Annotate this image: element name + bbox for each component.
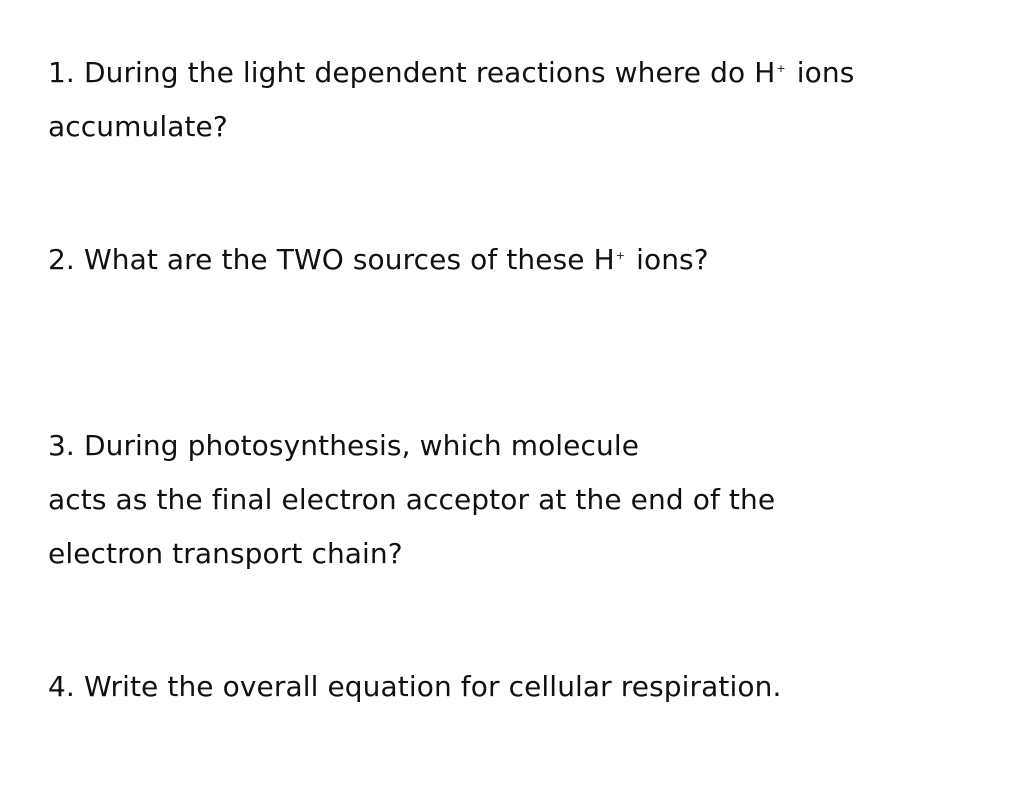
question-3 [48,419,968,581]
question-3-line-1 [48,419,968,473]
question-number: 3. [48,429,75,462]
question-4-line-1 [48,660,968,714]
question-3-line-3: electron transport chain? [48,537,403,570]
question-3-line-2: acts as the final electron acceptor at the end of the [48,483,776,516]
question-text: Write the overall equation for cellular respiration. [83,670,782,703]
superscript-plus: + [615,249,626,262]
question-number: 4. [48,670,75,703]
question-text: ions [796,56,855,89]
question-number: 2. [48,243,75,276]
question-1-line-2: accumulate? [48,110,228,143]
question-text: ions? [636,243,709,276]
question-text: What are the TWO sources of these H [83,243,615,276]
question-text: During the light dependent reactions where do H [83,56,776,89]
superscript-plus: + [776,62,786,75]
question-4 [48,660,968,714]
question-number: 1. [48,56,75,89]
question-text: During photosynthesis, which molecule [83,429,640,462]
question-1 [48,46,968,154]
question-1-line-1 [48,46,968,100]
question-2-line-1 [48,233,968,287]
question-2 [48,233,968,287]
